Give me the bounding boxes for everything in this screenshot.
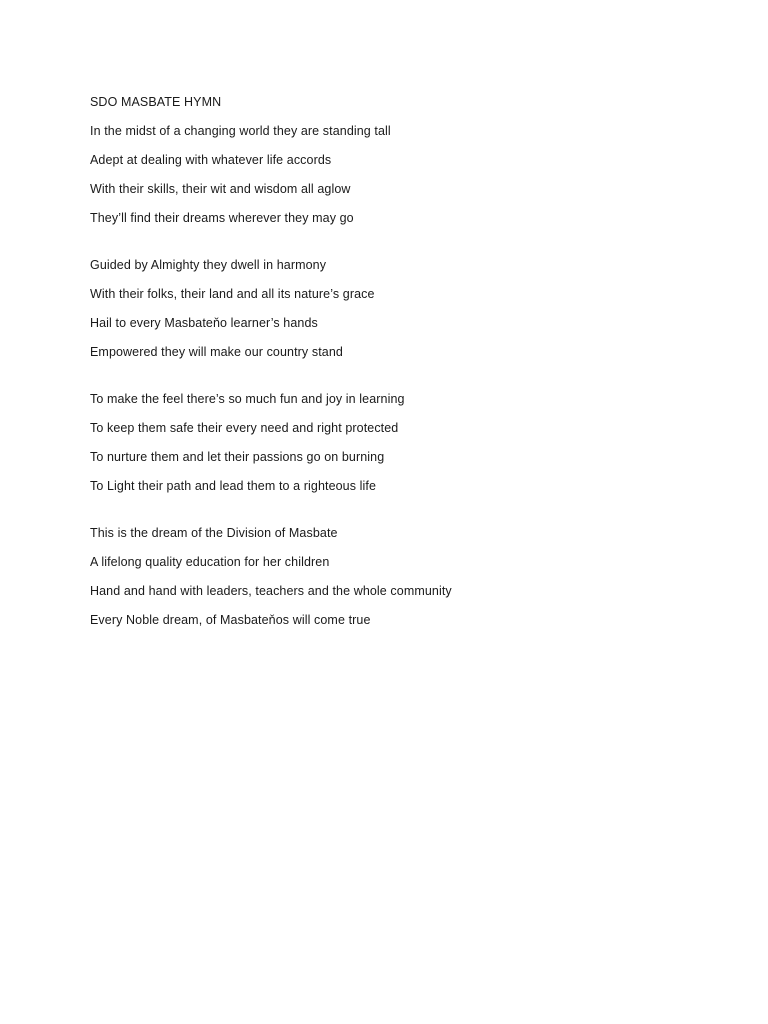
verse-line: Empowered they will make our country stand (90, 345, 343, 359)
verse-line: To make the feel there’s so much fun and joy in learning (90, 392, 405, 406)
stanza-3 (90, 390, 690, 495)
stanza-1 (90, 122, 690, 227)
stanza-4 (90, 524, 690, 629)
verse-line: Hail to every Masbateňo learner’s hands (90, 316, 318, 330)
document-title: SDO MASBATE HYMN (90, 95, 222, 109)
hymn-document (90, 93, 690, 658)
verse-line: This is the dream of the Division of Masbate (90, 526, 338, 540)
verse-line: To nurture them and let their passions go on burning (90, 450, 385, 464)
verse-line: Guided by Almighty they dwell in harmony (90, 258, 327, 272)
verse-line: With their skills, their wit and wisdom all aglow (90, 182, 351, 196)
verse-line: With their folks, their land and all its nature’s grace (90, 287, 375, 301)
stanza-2 (90, 256, 690, 361)
verse-line: In the midst of a changing world they are standing tall (90, 124, 391, 138)
verse-line: Every Noble dream, of Masbateňos will come true (90, 613, 371, 627)
verse-line: A lifelong quality education for her children (90, 555, 330, 569)
verse-line: To keep them safe their every need and right protected (90, 421, 399, 435)
verse-line: To Light their path and lead them to a righteous life (90, 479, 377, 493)
verse-line: They’ll find their dreams wherever they may go (90, 211, 354, 225)
verse-line: Adept at dealing with whatever life accords (90, 153, 332, 167)
verse-line: Hand and hand with leaders, teachers and the whole community (90, 584, 452, 598)
